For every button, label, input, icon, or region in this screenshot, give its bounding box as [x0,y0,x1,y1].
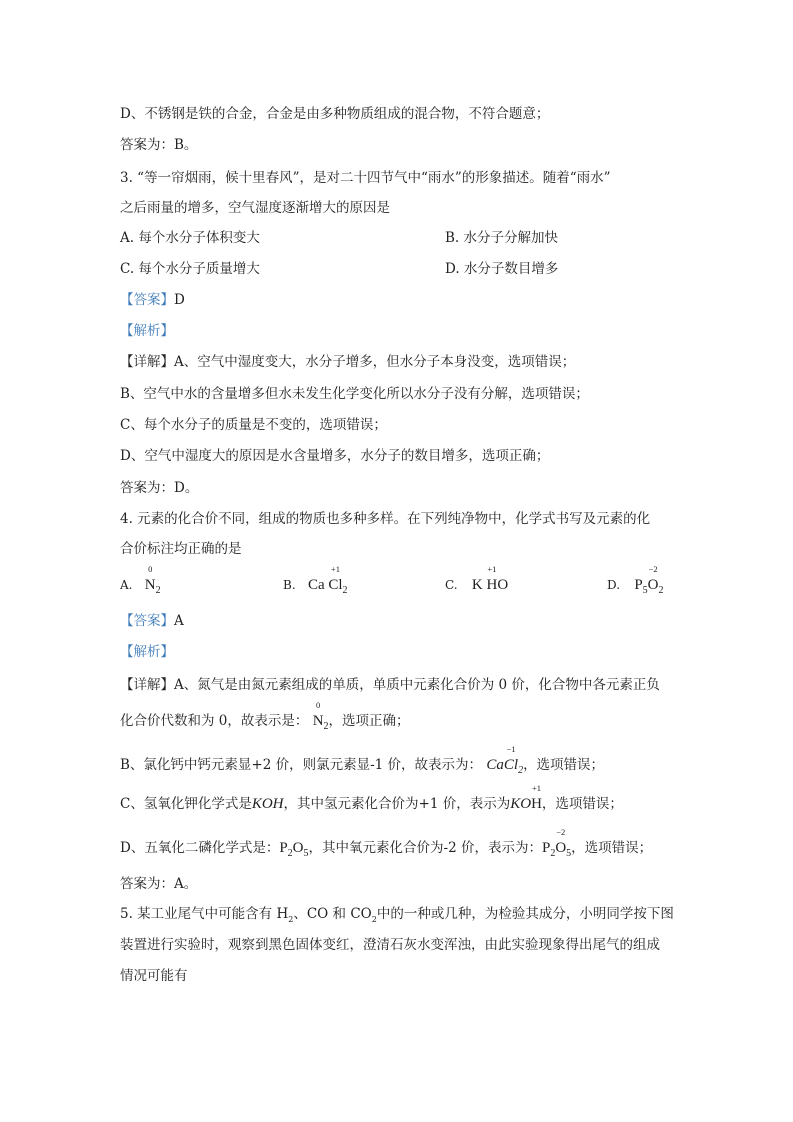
prev-answer-line: 答案为：B。 [120,137,198,153]
q3-stem-line-2: 之后雨量的增多，空气湿度逐渐增大的原因是 [120,200,390,216]
valence-mark: −1 [506,744,516,754]
valence-mark: −2 [648,564,658,574]
q3-answer-value: D [174,292,185,308]
valence-mark: −2 [556,827,566,837]
q4-detail-c-formula-1: KOH [251,796,284,812]
q4-option-a-formula: 0 $N_2$ [144,564,161,596]
q4-option-c-formula: K +1 HO [471,564,509,593]
q3-answer-tag: 【答案】 [120,292,174,308]
q4-detail-b-formula: Ca −1 $Cl_2$ [486,744,524,776]
valence-mark: +1 [531,783,541,793]
q3-detail-d: D、空气中湿度大的原因是水含量增多，水分子的数目增多，选项正确； [120,448,550,464]
valence-mark: 0 [315,700,321,710]
q4-option-a-label: A. [120,578,133,592]
valence-mark: 0 [148,564,153,574]
q5-stem-line-1: 5. 某工业尾气中可能含有 $H_2$、CO 和 $CO_2$中的一种或几种，为检验其成分，小明同学按下图 [120,906,674,924]
q3-stem-line-1: 3. “等一帘烟雨，候十里春风”，是对二十四节气中“雨水”的形象描述。随着“雨水” [120,170,611,186]
q4-option-b [283,564,348,601]
q4-analysis-tag: 【解析】 [120,644,174,660]
q3-option-d: D. 水分子数目增多 [445,261,559,277]
q4-option-d-formula: $P_5$ −2 $O_2$ [634,564,664,596]
valence-mark: +1 [487,564,497,574]
q3-analysis-tag: 【解析】 [120,323,174,339]
q3-option-a: A. 每个水分子体积变大 [120,230,260,246]
q4-detail-d: D、五氧化二磷化学式是：$P_2O_5$，其中氧元素化合价为-2 价，表示为：$P_2$ −2 $O_5$，选项错误； [120,827,653,859]
q4-answer-value: A [174,613,184,629]
q4-detail-a-2: 化合价代数和为 0，故表示是： 0 $N_2$，选项正确； [120,700,410,732]
prev-option-d-text: D、不锈钢是铁的合金，合金是由多种物质组成的混合物，不符合题意； [120,106,550,122]
q3-option-b: B. 水分子分解加快 [445,230,559,246]
q4-option-b-formula: Ca +1 $Cl_2$ [307,564,348,596]
q4-detail-a-1-text: A、氮气是由氮元素组成的单质，单质中元素化合价为 0 价，化合物中各元素正负 [174,677,660,693]
q3-detail-tag: 【详解】 [120,354,174,370]
q3-detail-a-text: A、空气中湿度变大，水分子增多，但水分子本身没变，选项错误； [174,354,576,370]
q4-option-b-label: B. [283,578,296,592]
q4-option-d-label: D. [607,578,621,592]
q3-detail-c: C、每个水分子的质量是不变的，选项错误； [120,417,387,433]
q4-conclusion: 答案为：A。 [120,876,198,892]
q4-stem-line-1: 4. 元素的化合价不同，组成的物质也多种多样。在下列纯净物中，化学式书写及元素的化 [120,511,651,527]
q4-detail-d-formula-2: $P_2$ −2 $O_5$ [541,827,572,859]
q5-stem-line-3: 情况可能有 [120,968,188,984]
q4-detail-b: B、氯化钙中钙元素显+2 价，则氯元素显-1 价，故表示为： Ca −1 $Cl_2$，选项错误； [120,744,605,776]
valence-mark: +1 [330,564,340,574]
q3-detail-b: B、空气中水的含量增多但水未发生化学变化所以水分子没有分解，选项错误； [120,386,589,402]
q3-detail-a [120,352,575,372]
q4-detail-c: C、氢氧化钾化学式是KOH，其中氢元素化合价为+1 价，表示为KO +1 H，选项错误； [120,783,623,812]
q4-option-c [445,564,509,595]
q4-detail-a-1 [120,675,660,695]
q4-detail-d-formula-1: $P_2O_5$ [279,840,309,859]
q4-detail-tag: 【详解】 [120,677,174,693]
q3-answer-line [120,290,185,310]
q4-option-c-label: C. [445,578,458,592]
q4-option-a [120,564,161,601]
q4-detail-c-formula-2: KO +1 H [510,783,542,812]
q4-stem-line-2: 合价标注均正确的是 [120,541,242,557]
q3-option-c: C. 每个水分子质量增大 [120,261,260,277]
q4-detail-a-formula: 0 $N_2$ [312,700,329,732]
q4-option-d [607,564,664,601]
q4-answer-line [120,611,184,631]
q5-stem-line-2: 装置进行实验时，观察到黑色固体变红，澄清石灰水变浑浊，由此实验现象得出尾气的组成 [120,937,660,953]
q4-answer-tag: 【答案】 [120,613,174,629]
q3-conclusion: 答案为：D。 [120,480,199,496]
